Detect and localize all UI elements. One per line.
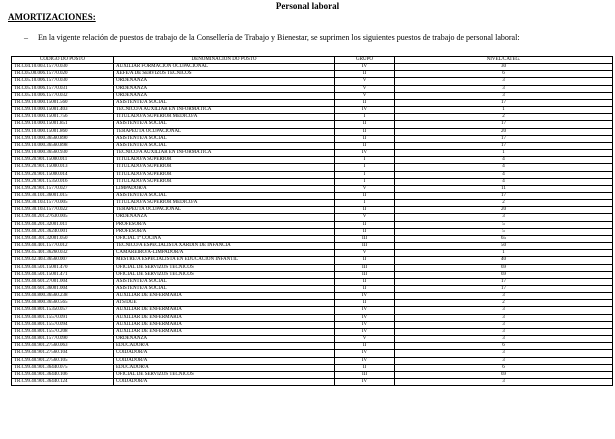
post-name-cell: OFICIAL DE SERVIZOS TÉCNICOS — [114, 271, 335, 278]
group-cell: V — [335, 78, 395, 85]
level-cell: 11 — [395, 185, 613, 192]
level-cell: 6 — [395, 364, 613, 371]
group-cell: II — [335, 71, 395, 78]
table-row — [12, 171, 613, 178]
post-name-cell: EDUCADOR/A — [114, 364, 335, 371]
table-row — [12, 221, 613, 228]
group-cell: I — [335, 157, 395, 164]
intro-paragraph — [24, 33, 520, 42]
post-name-cell: TITULADO/A SUPERIOR — [114, 178, 335, 185]
group-cell: II — [335, 121, 395, 128]
level-cell: 17 — [395, 142, 613, 149]
post-name-cell: AUXILIAR DE ENFERMARÍA — [114, 293, 335, 300]
post-name-cell: ORDENANZA — [114, 336, 335, 343]
post-code-cell: TR.C99.20.901.15350.016 — [12, 178, 114, 185]
post-name-cell: COIDADOR/A — [114, 357, 335, 364]
group-cell: IV — [335, 107, 395, 114]
table-row — [12, 364, 613, 371]
group-cell: II — [335, 286, 395, 293]
group-cell: III — [335, 271, 395, 278]
level-cell: 30 — [395, 64, 613, 71]
level-cell: 17 — [395, 99, 613, 106]
post-code-cell: TR.C05.10.006.15770.030 — [12, 78, 114, 85]
post-code-cell: TR.C99.40.201.32001.011 — [12, 221, 114, 228]
post-code-cell: TR.C99.10.000.36560.898 — [12, 142, 114, 149]
level-cell: 65 — [395, 235, 613, 242]
post-name-cell: ORDENANZA — [114, 214, 335, 221]
level-cell: 3 — [395, 328, 613, 335]
level-cell: 2 — [395, 200, 613, 207]
group-cell: II — [335, 343, 395, 350]
table-row — [12, 357, 613, 364]
post-code-cell: TR.C99.10.000.36560.890 — [12, 135, 114, 142]
post-code-cell: TR.C99.40.401.15770.012 — [12, 243, 114, 250]
table-row — [12, 271, 613, 278]
table-row — [12, 228, 613, 235]
table-row — [12, 314, 613, 321]
post-name-cell: TÉCNICO/A ESPECIALISTA XARDÍN DE INFANCIA — [114, 243, 335, 250]
table-row — [12, 192, 613, 199]
level-cell: 5 — [395, 228, 613, 235]
post-code-cell: TR.C99.10.000.15001.756 — [12, 114, 114, 121]
level-cell: 1 — [395, 250, 613, 257]
level-cell: 3 — [395, 293, 613, 300]
post-code-cell: TR.C99.40.801.15570.091 — [12, 314, 114, 321]
post-name-cell: ASISTENTE/A SOCIAL — [114, 135, 335, 142]
level-cell: 69 — [395, 271, 613, 278]
level-cell: 40 — [395, 257, 613, 264]
post-code-cell: TR.C99.40.901.36440.075 — [12, 364, 114, 371]
post-name-cell: EDUCADOR/A — [114, 343, 335, 350]
level-cell: 3 — [395, 321, 613, 328]
group-cell: I — [335, 200, 395, 207]
post-name-cell: OFICIAL DE SERVIZOS TÉCNICOS — [114, 371, 335, 378]
post-name-cell: TERAPEUTA OCUPACIONAL — [114, 207, 335, 214]
table-body — [12, 64, 613, 386]
level-cell: 4 — [395, 171, 613, 178]
level-cell: 6 — [395, 71, 613, 78]
post-code-cell: TR.C99.20.901.15000.014 — [12, 171, 114, 178]
post-name-cell: TITULADO/A SUPERIOR MÉDICO/A — [114, 114, 335, 121]
table-row — [12, 243, 613, 250]
group-cell: I — [335, 171, 395, 178]
group-cell: V — [335, 336, 395, 343]
post-name-cell: COIDADOR/A — [114, 379, 335, 386]
group-cell: IV — [335, 350, 395, 357]
page-title: Personal laboral — [275, 1, 340, 11]
group-cell: IV — [335, 150, 395, 157]
post-name-cell: COIDADOR/A — [114, 350, 335, 357]
post-code-cell: TR.C99.40.801.15770.090 — [12, 336, 114, 343]
group-cell: IV — [335, 293, 395, 300]
post-code-cell: TR.C99.40.901.36440.106 — [12, 371, 114, 378]
level-cell: 1 — [395, 150, 613, 157]
level-cell: 3 — [395, 314, 613, 321]
table-row — [12, 250, 613, 257]
post-code-cell: TR.C99.30.101.36001.015 — [12, 192, 114, 199]
column-header-denomination: DENOMINACIÓN DO POSTO — [114, 57, 335, 64]
table-row — [12, 293, 613, 300]
table-row — [12, 64, 613, 71]
level-cell: 4 — [395, 178, 613, 185]
post-code-cell: TR.C99.40.801.15350.057 — [12, 307, 114, 314]
column-header-code: CÓDIGO DO POSTO — [12, 57, 114, 64]
table-row — [12, 107, 613, 114]
table-row — [12, 371, 613, 378]
group-cell: III — [335, 264, 395, 271]
post-name-cell: TITULADO/A SUPERIOR — [114, 157, 335, 164]
post-name-cell: CAMAREIRO/A-LIMPADOR/A — [114, 250, 335, 257]
level-cell: 3 — [395, 357, 613, 364]
post-name-cell: TERAPEUTA OCUPACIONAL — [114, 128, 335, 135]
post-name-cell: PROFESOR/A — [114, 228, 335, 235]
table-header-row — [12, 57, 613, 64]
post-code-cell: TR.C99.40.901.27560.104 — [12, 350, 114, 357]
group-cell: II — [335, 128, 395, 135]
table-row — [12, 343, 613, 350]
post-code-cell: TR.C99.40.501.15001.471 — [12, 271, 114, 278]
table-row — [12, 71, 613, 78]
level-cell: 3 — [395, 336, 613, 343]
level-cell: 20 — [395, 128, 613, 135]
post-name-cell: OFICIAL 1ª COCIÑA — [114, 235, 335, 242]
table-row — [12, 85, 613, 92]
table-row — [12, 264, 613, 271]
post-code-cell: TR.C99.40.800.36560.238 — [12, 293, 114, 300]
table-row — [12, 336, 613, 343]
group-cell: V — [335, 185, 395, 192]
group-cell: IV — [335, 314, 395, 321]
post-name-cell: ASISTENTE/A SOCIAL — [114, 142, 335, 149]
group-cell: IV — [335, 328, 395, 335]
post-code-cell: TR.C99.40.601.36001.004 — [12, 286, 114, 293]
level-cell: 17 — [395, 286, 613, 293]
post-code-cell: TR.C99.20.901.15000.011 — [12, 157, 114, 164]
level-cell: 20 — [395, 207, 613, 214]
post-code-cell: TR.C99.42.403.36560.007 — [12, 257, 114, 264]
intro-bullet: – — [24, 33, 28, 42]
group-cell: II — [335, 192, 395, 199]
group-cell: II — [335, 99, 395, 106]
table-row — [12, 200, 613, 207]
group-cell: II — [335, 300, 395, 307]
post-code-cell: TR.C99.10.000.15001.860 — [12, 128, 114, 135]
posts-table — [11, 56, 613, 386]
post-code-cell: TR.C99.20.901.15000.013 — [12, 164, 114, 171]
post-code-cell: TR.C99.10.000.15001.560 — [12, 99, 114, 106]
group-cell: III — [335, 235, 395, 242]
level-cell: 2 — [395, 300, 613, 307]
group-cell: III — [335, 243, 395, 250]
table-row — [12, 286, 613, 293]
group-cell: I — [335, 178, 395, 185]
post-name-cell: TÉCNICO/A AUXILIAR EN INFORMÁTICA — [114, 150, 335, 157]
post-code-cell: TR.C99.45.401.36260.032 — [12, 250, 114, 257]
level-cell: 3 — [395, 92, 613, 99]
group-cell: IV — [335, 64, 395, 71]
post-name-cell: XEFE/A DE SERVIZOS TÉCNICOS — [114, 71, 335, 78]
table-row — [12, 164, 613, 171]
level-cell: 3 — [395, 78, 613, 85]
group-cell: II — [335, 228, 395, 235]
post-name-cell: ATS/DUE — [114, 300, 335, 307]
level-cell: 3 — [395, 307, 613, 314]
group-cell: IV — [335, 357, 395, 364]
post-code-cell: TR.C99.20.901.15770.027 — [12, 185, 114, 192]
post-name-cell: ASISTENTE/A SOCIAL — [114, 99, 335, 106]
post-code-cell: TR.C99.30.103.15770.022 — [12, 207, 114, 214]
post-code-cell: TR.C99.40.201.27630.005 — [12, 214, 114, 221]
table-row — [12, 379, 613, 386]
group-cell: V — [335, 85, 395, 92]
group-cell: IV — [335, 307, 395, 314]
group-cell: II — [335, 257, 395, 264]
level-cell: 6 — [395, 343, 613, 350]
table-row — [12, 321, 613, 328]
table-row — [12, 178, 613, 185]
post-name-cell: AUXILIAR DE ENFERMARÍA — [114, 321, 335, 328]
table-row — [12, 92, 613, 99]
post-name-cell: LIMPADOR/A — [114, 185, 335, 192]
group-cell: II — [335, 278, 395, 285]
group-cell: II — [335, 135, 395, 142]
level-cell: 2 — [395, 114, 613, 121]
table-row — [12, 185, 613, 192]
table-row — [12, 207, 613, 214]
table-row — [12, 235, 613, 242]
table-row — [12, 128, 613, 135]
level-cell: 50 — [395, 243, 613, 250]
group-cell: IV — [335, 321, 395, 328]
post-code-cell: TR.C99.10.000.15001.851 — [12, 121, 114, 128]
post-name-cell: ASISTENTE/A SOCIAL — [114, 278, 335, 285]
post-name-cell: TÉCNICO/A AUXILIAR EN INFORMÁTICA — [114, 107, 335, 114]
table-row — [12, 78, 613, 85]
level-cell: 69 — [395, 371, 613, 378]
level-cell: 3 — [395, 379, 613, 386]
intro-text: En la vigente relación de puestos de trabajo de la Consellería de Trabajo y Bienestar, se suprimen los siguientes puestos de trabajo de personal laboral: — [38, 33, 520, 42]
level-cell: 5 — [395, 221, 613, 228]
level-cell: 3 — [395, 350, 613, 357]
post-name-cell: AUXILIAR DE ENFERMARÍA — [114, 328, 335, 335]
level-cell: 17 — [395, 278, 613, 285]
post-name-cell: AUXILIAR DE ENFERMARÍA — [114, 314, 335, 321]
group-cell: II — [335, 207, 395, 214]
level-cell: 17 — [395, 192, 613, 199]
post-code-cell: TR.C99.30.103.15770.005 — [12, 200, 114, 207]
group-cell: V — [335, 250, 395, 257]
group-cell: V — [335, 92, 395, 99]
post-code-cell: TR.C99.40.801.15570.094 — [12, 321, 114, 328]
post-code-cell: TR.C99.10.000.15001.403 — [12, 107, 114, 114]
group-cell: II — [335, 221, 395, 228]
group-cell: IV — [335, 379, 395, 386]
post-name-cell: AUXILIAR DE ENFERMARÍA — [114, 307, 335, 314]
post-name-cell: MESTRE/A ESPECIALISTA EN EDUCACIÓN INFANTIL — [114, 257, 335, 264]
post-name-cell: TITULADO/A SUPERIOR — [114, 164, 335, 171]
post-code-cell: TR.C99.40.201.36240.001 — [12, 228, 114, 235]
post-name-cell: TITULADO/A SUPERIOR MÉDICO/A — [114, 200, 335, 207]
post-code-cell: TR.C05.10.006.15770.031 — [12, 85, 114, 92]
column-header-group: GRUPO — [335, 57, 395, 64]
post-code-cell: TR.C99.10.000.36560.930 — [12, 150, 114, 157]
post-name-cell: ASISTENTE/A SOCIAL — [114, 286, 335, 293]
level-cell: 17 — [395, 121, 613, 128]
table-row — [12, 257, 613, 264]
post-code-cell: TR.C99.40.501.15001.470 — [12, 264, 114, 271]
table-row — [12, 135, 613, 142]
table-row — [12, 278, 613, 285]
post-name-cell: ASISTENTE/A SOCIAL — [114, 121, 335, 128]
table-row — [12, 114, 613, 121]
post-code-cell: TR.C99.40.800.36560.565 — [12, 300, 114, 307]
level-cell: 4 — [395, 164, 613, 171]
table-row — [12, 157, 613, 164]
table-row — [12, 150, 613, 157]
post-code-cell: TR.C99.40.301.32001.050 — [12, 235, 114, 242]
level-cell: 3 — [395, 214, 613, 221]
table-row — [12, 214, 613, 221]
table-row — [12, 142, 613, 149]
post-name-cell: ORDENANZA — [114, 92, 335, 99]
post-code-cell: TR.C99.40.901.27560.063 — [12, 343, 114, 350]
post-code-cell: TR.C99.40.901.27560.105 — [12, 357, 114, 364]
column-header-level: NIVEL/CATEG. — [395, 57, 613, 64]
group-cell: II — [335, 364, 395, 371]
post-code-cell: TR.C05.10.006.15770.032 — [12, 92, 114, 99]
post-name-cell: OFICIAL DE SERVIZOS TÉCNICOS — [114, 264, 335, 271]
table-row — [12, 121, 613, 128]
group-cell: I — [335, 114, 395, 121]
level-cell: 3 — [395, 85, 613, 92]
section-heading: AMORTIZACIONES: — [8, 12, 96, 22]
table-row — [12, 300, 613, 307]
post-code-cell: TR.C99.40.801.15570.208 — [12, 328, 114, 335]
post-name-cell: AUXILIAR FORMACIÓN OCUPACIONAL — [114, 64, 335, 71]
table-row — [12, 328, 613, 335]
post-name-cell: TITULADO/A SUPERIOR — [114, 171, 335, 178]
table-row — [12, 307, 613, 314]
group-cell: II — [335, 142, 395, 149]
group-cell: I — [335, 164, 395, 171]
post-code-cell: TR.C99.40.901.36440.124 — [12, 379, 114, 386]
level-cell: 69 — [395, 264, 613, 271]
group-cell: III — [335, 371, 395, 378]
table-row — [12, 99, 613, 106]
post-name-cell: ORDENANZA — [114, 85, 335, 92]
post-code-cell: TR.C99.40.601.27001.004 — [12, 278, 114, 285]
level-cell: 1 — [395, 107, 613, 114]
post-name-cell: ASISTENTE/A SOCIAL — [114, 192, 335, 199]
table-row — [12, 350, 613, 357]
post-name-cell: ORDENANZA — [114, 78, 335, 85]
level-cell: 17 — [395, 135, 613, 142]
post-code-cell: TR.C04.10.003.15770.030 — [12, 64, 114, 71]
post-code-cell: TR.C05.00.006.15770.020 — [12, 71, 114, 78]
post-name-cell: PROFESOR/A — [114, 221, 335, 228]
level-cell: 4 — [395, 157, 613, 164]
group-cell: V — [335, 214, 395, 221]
